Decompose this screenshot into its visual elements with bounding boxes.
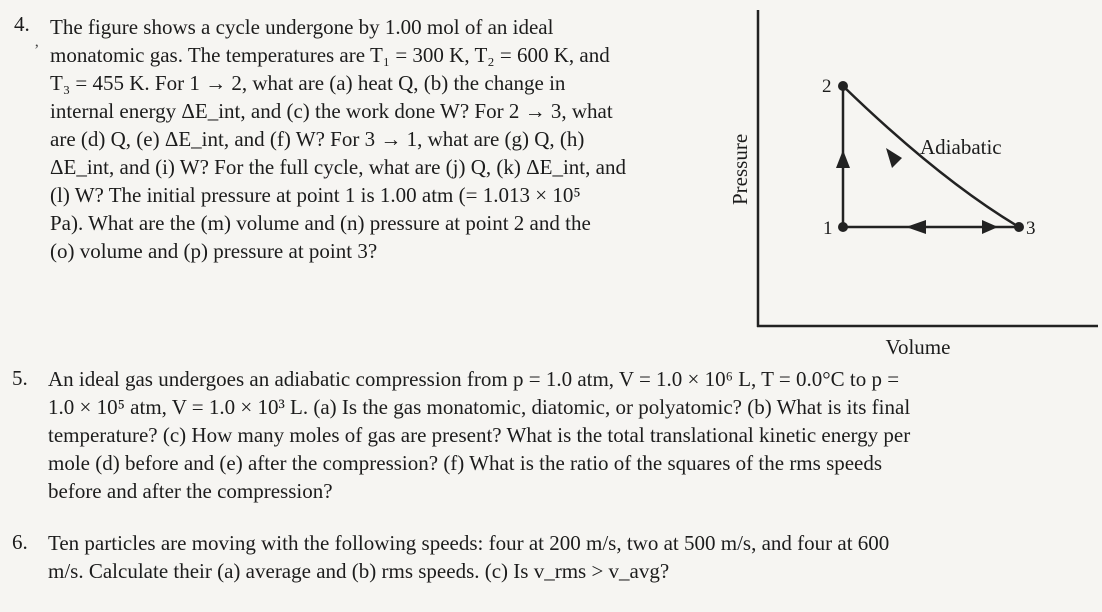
point-3-dot [1014, 222, 1024, 232]
process-3-1-arrow [906, 220, 926, 234]
problem-4-line: T₃ = 455 K. For 1 → 2, what are (a) heat Q, (b) the change in [50, 71, 566, 95]
problem-4-line: (l) W? The initial pressure at point 1 is 1.00 atm (= 1.013 × 10⁵ [50, 183, 581, 207]
problem-4-line: Pa). What are the (m) volume and (n) pressure at point 2 and the [50, 211, 591, 235]
problem-5-line: temperature? (c) How many moles of gas are present? What is the total translational kinetic energy per [48, 423, 911, 447]
x-axis-label: Volume [885, 335, 951, 359]
point-1-label: 1 [823, 218, 833, 239]
problem-4-line: The figure shows a cycle undergone by 1.00 mol of an ideal [50, 15, 554, 39]
problem-6-number: 6. [12, 530, 28, 554]
problem-4-line: are (d) Q, (e) ΔE_int, and (f) W? For 3 → 1, what are (g) Q, (h) [50, 127, 585, 151]
problem-5-line: before and after the compression? [48, 479, 333, 503]
problem-4-line: monatomic gas. The temperatures are T₁ = 300 K, T₂ = 600 K, and [50, 43, 610, 67]
problem-5-line: mole (d) before and (e) after the compression? (f) What is the ratio of the squares of the rms speeds [48, 451, 883, 475]
problem-6-line: Ten particles are moving with the following speeds: four at 200 m/s, two at 500 m/s, and four at 600 [48, 531, 890, 555]
problem-4-line: (o) volume and (p) pressure at point 3? [50, 239, 378, 263]
point-2-dot [838, 81, 848, 91]
point-2-label: 2 [822, 76, 832, 97]
problem-4-line: internal energy ΔE_int, and (c) the work done W? For 2 → 3, what [50, 99, 613, 123]
problem-4-line: ΔE_int, and (i) W? For the full cycle, what are (j) Q, (k) ΔE_int, and [50, 155, 626, 179]
adiabatic-label: Adiabatic [920, 135, 1002, 159]
problem-5-number: 5. [12, 366, 28, 390]
problem-4-number: 4. [14, 12, 30, 36]
process-1-2-arrow [836, 150, 850, 168]
y-axis-label: Pressure [728, 133, 752, 205]
problem-5-line: 1.0 × 10⁵ atm, V = 1.0 × 10³ L. (a) Is the gas monatomic, diatomic, or polyatomic? (b) What is its final [48, 395, 911, 419]
pv-cycle-diagram [700, 0, 1102, 370]
point-3-label: 3 [1026, 218, 1036, 239]
point-1-dot [838, 222, 848, 232]
problem-5-line: An ideal gas undergoes an adiabatic compression from p = 1.0 atm, V = 1.0 × 10⁶ L, T = 0.0°C to p = [48, 367, 900, 391]
process-2-3-arrow [886, 148, 902, 168]
problem-6-line: m/s. Calculate their (a) average and (b) rms speeds. (c) Is v_rms > v_avg? [48, 559, 670, 583]
process-3-1-arrow-2 [982, 220, 998, 234]
margin-mark: ʼ [34, 42, 40, 59]
